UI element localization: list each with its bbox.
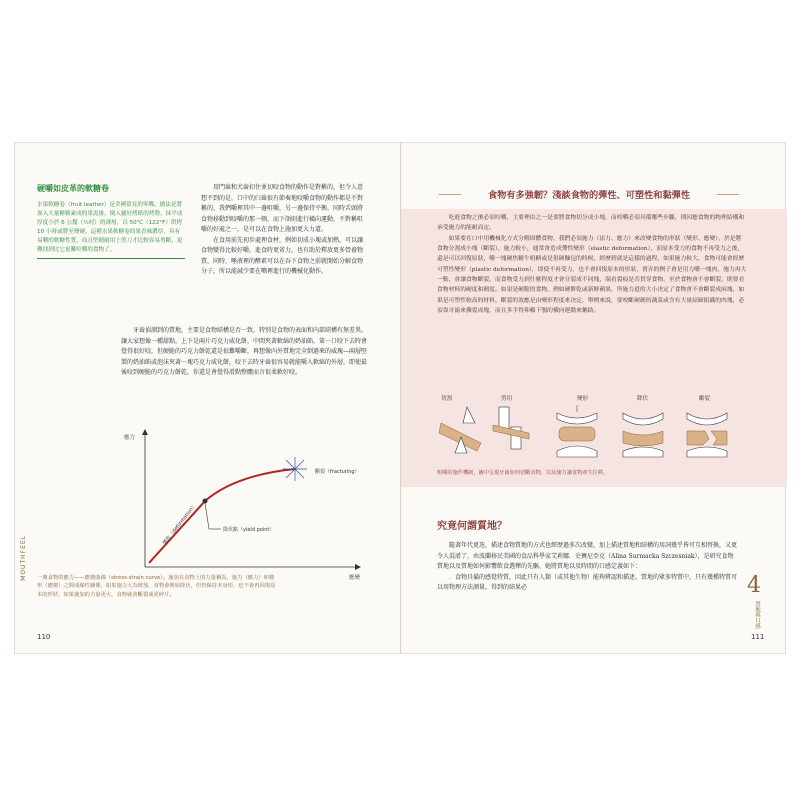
fracture-label: 斷裂（fracturing） xyxy=(315,469,360,475)
curve-label: 彈性（deformation） xyxy=(161,502,198,547)
fracture-illustration xyxy=(687,413,727,457)
left-column-full xyxy=(121,326,367,379)
paragraph: 用門齒和犬齒扣住並切咬食物的動作是對稱的，但令人意想不到的是，口中的臼齒很有節奏地咬嚼食物的動作都是不對稱的，我們嚼裡其中一邊咀嚼，另一邊保持平衡，同時舌頭將食物移動到咬嚼的那一側，而下頜則進行橫向運動，不對稱咀嚼的好處之一，是可以在食物上施加更大力道。 xyxy=(201,184,364,233)
yield-label: 降伏點（yield point） xyxy=(223,527,275,533)
yield-point xyxy=(203,499,208,504)
paragraph: 吃進食物之後必須咬嚼，主要理由之一是要將食物切分成小塊，而咬嚼必須具備哪些步驟，則因應食物的物理結構和承受施力的能耐而定。 xyxy=(437,215,745,232)
yield-leader xyxy=(205,503,209,529)
page-number-right: 111 xyxy=(751,633,765,641)
deform-illustration xyxy=(557,405,597,457)
sidebar-box xyxy=(37,183,185,259)
sidebar-title: 硬嚼如皮革的軟糖卷 xyxy=(37,184,109,193)
running-head: MOUTHFEEL xyxy=(20,535,27,581)
book-spread xyxy=(14,142,786,654)
page-number-left: 110 xyxy=(37,633,51,641)
sidebar-text: 水果軟糖卷（fruit leather）是美國常見的零嘴，做法是將加入大量糖顆素成的果泥後，倒入鋪好烤紙的烤盤，抹平成厚度小於 6 公釐（¼吋）的薄層，以 50℃（122°F）烘烤 10 小時或將至變硬。這種水果軟糖卷的果香味濃厚，具有易嚼的軟糖性質，而且堅韌耐用上剪刀才比較容易剪斷，更難找到比它更難咬嚼的食物了。 xyxy=(37,201,185,259)
diagram-label-cut: 切割 xyxy=(441,396,453,402)
fracture-icon xyxy=(283,457,307,481)
y-axis-arrow xyxy=(142,429,148,435)
paragraph: ．食物具備的感覺特質，因此只有人類（或其他生物）能夠辨認和描述，質地的眾多特質中，只有幾種特質可以用物理方法測量，得到的結果必 xyxy=(437,573,738,591)
shear-illustration xyxy=(493,407,529,449)
x-axis-arrow xyxy=(355,564,361,570)
subsection-text xyxy=(437,541,737,594)
pink-panel-text xyxy=(437,213,747,316)
section-title: 食物有多強韌？淺談食物的彈性、可塑性和黏彈性 xyxy=(439,187,739,201)
x-axis-label: 應變 xyxy=(349,575,361,581)
diagram-label-fracture: 斷裂 xyxy=(699,396,711,402)
stress-strain-curve xyxy=(149,469,295,563)
cut-illustration xyxy=(439,407,481,453)
chapter-label: 質地與口感 xyxy=(754,601,760,629)
diagram-label-shear: 剪切 xyxy=(501,396,513,402)
diagram-label-deform: 變形 xyxy=(577,396,589,402)
paragraph: 在食用前先初步處理食材，例如切成小塊或加熱，可以讓食物變得比較好嚼，進食時更省力，也有助於釋放更多營養物質，同時，唾液裡的酵素可以在吞下食物之前就開始分解食物分子，所以能減少要在嘴裡進行的機械化動作。 xyxy=(201,236,364,275)
chart-caption: 一塊食物的應力——應變曲線（stress-strain curve）。施加在食物上的力量稱為，施力（應力）和變形（應變）之間成線性關係，如果施力大為增加，食物會開始降伏，但仍保持本身形，也不會再回復原本的形狀，如果施加的力量更大，食物就會斷裂成更碎片。 xyxy=(37,575,276,598)
paragraph: 牙齒偵測到的質地，主要是食物結構是否一致，特別是食物的表面和內部結構有無差異，讓大家想像一種甜點，上下是兩片巧克力威化餅，中間夾著軟綿的奶油餡，第一口咬下去時會覺得很好咬，但硬脆的巧克力餅乾還是很難嚼斷，再想像內外質地完全倒過來的威瑰—兩層堅製的奶油餡或泡沫夾著一塊巧克力威化餅，咬下去時牙齒很容易就能嚼入軟綿的外層，即使最後咬到硬脆的巧克力餅乾，你還是會覺得滑點整體而言很柔軟好咬。 xyxy=(121,327,368,376)
y-axis-label: 應力 xyxy=(123,435,135,441)
paragraph: 隨著年代更迭，描述食物質地的方式也經歷過多次改變，加上描述質地和結構的用詞幾乎皆可互相替換，又更令人混淆了，由波蘭移民美國的食品科學家艾莉娜．史賽尼亞克（Alina Surmacka Szczesniak），是研究食物質地以及質地如何影響飲食選擇的先驅，她將質地以及時間的口感定義如下： xyxy=(437,542,738,570)
section-title-wrap xyxy=(439,187,739,201)
subsection-title: 究竟何謂質地？ xyxy=(437,521,507,532)
left-page xyxy=(15,143,401,653)
diagram-label-yield: 降伏 xyxy=(637,396,649,402)
right-page xyxy=(401,143,787,653)
yield-illustration xyxy=(623,413,663,457)
paragraph: 如果要在口中用機械化方式分解固體食物，我們必須施力（添力、應力）來改變食物的形狀（變形、應變），於是將食物分割成小塊（斷裂），施力較小，通常會造成彈性變形（elastic deformation），而原本受力的食物不再受力之後，還是可以回復原狀，嚼一塊硬焦糖牛奶糖或是很硬麵包的時候，經歷到就是這樣的過程，如果施力較大，食物可能會經歷可塑性變形（plastic deformation），即使不再受力，也不會回復原本的形狀，賣弄的例子會是用力嚼一塊肉，施力再大一點，會讓食物斷裂，而食物受力到什麼程度才會分裂成不同塊，端看裂痕是否貫穿食物。至於食物會不會斷裂，則要看食物材料的硬度和韌度。如果是硬脆的食物，例如硬餅乾或新鮮蘋果，所施力道的大小決定了食物會不會斷裂成兩塊，如果是可塑性較高的材料，斷裂的效應是由變形程度來決定，舉例來說，要咬斷硬韌的蔬菜或含有大量結締組織的肉塊，必須靠牙齒來撕裂成塊，而且多半得仰賴下顎的橫向運動來輔助。 xyxy=(437,235,747,314)
chewing-diagram xyxy=(437,393,747,463)
left-column-top xyxy=(201,183,367,278)
chapter-number: 4 xyxy=(747,573,761,598)
diagram-caption: 咀嚼的施作機制，圖中呈現牙齒如何切斷食物，以及施力讓食物產生位移。 xyxy=(437,470,609,476)
